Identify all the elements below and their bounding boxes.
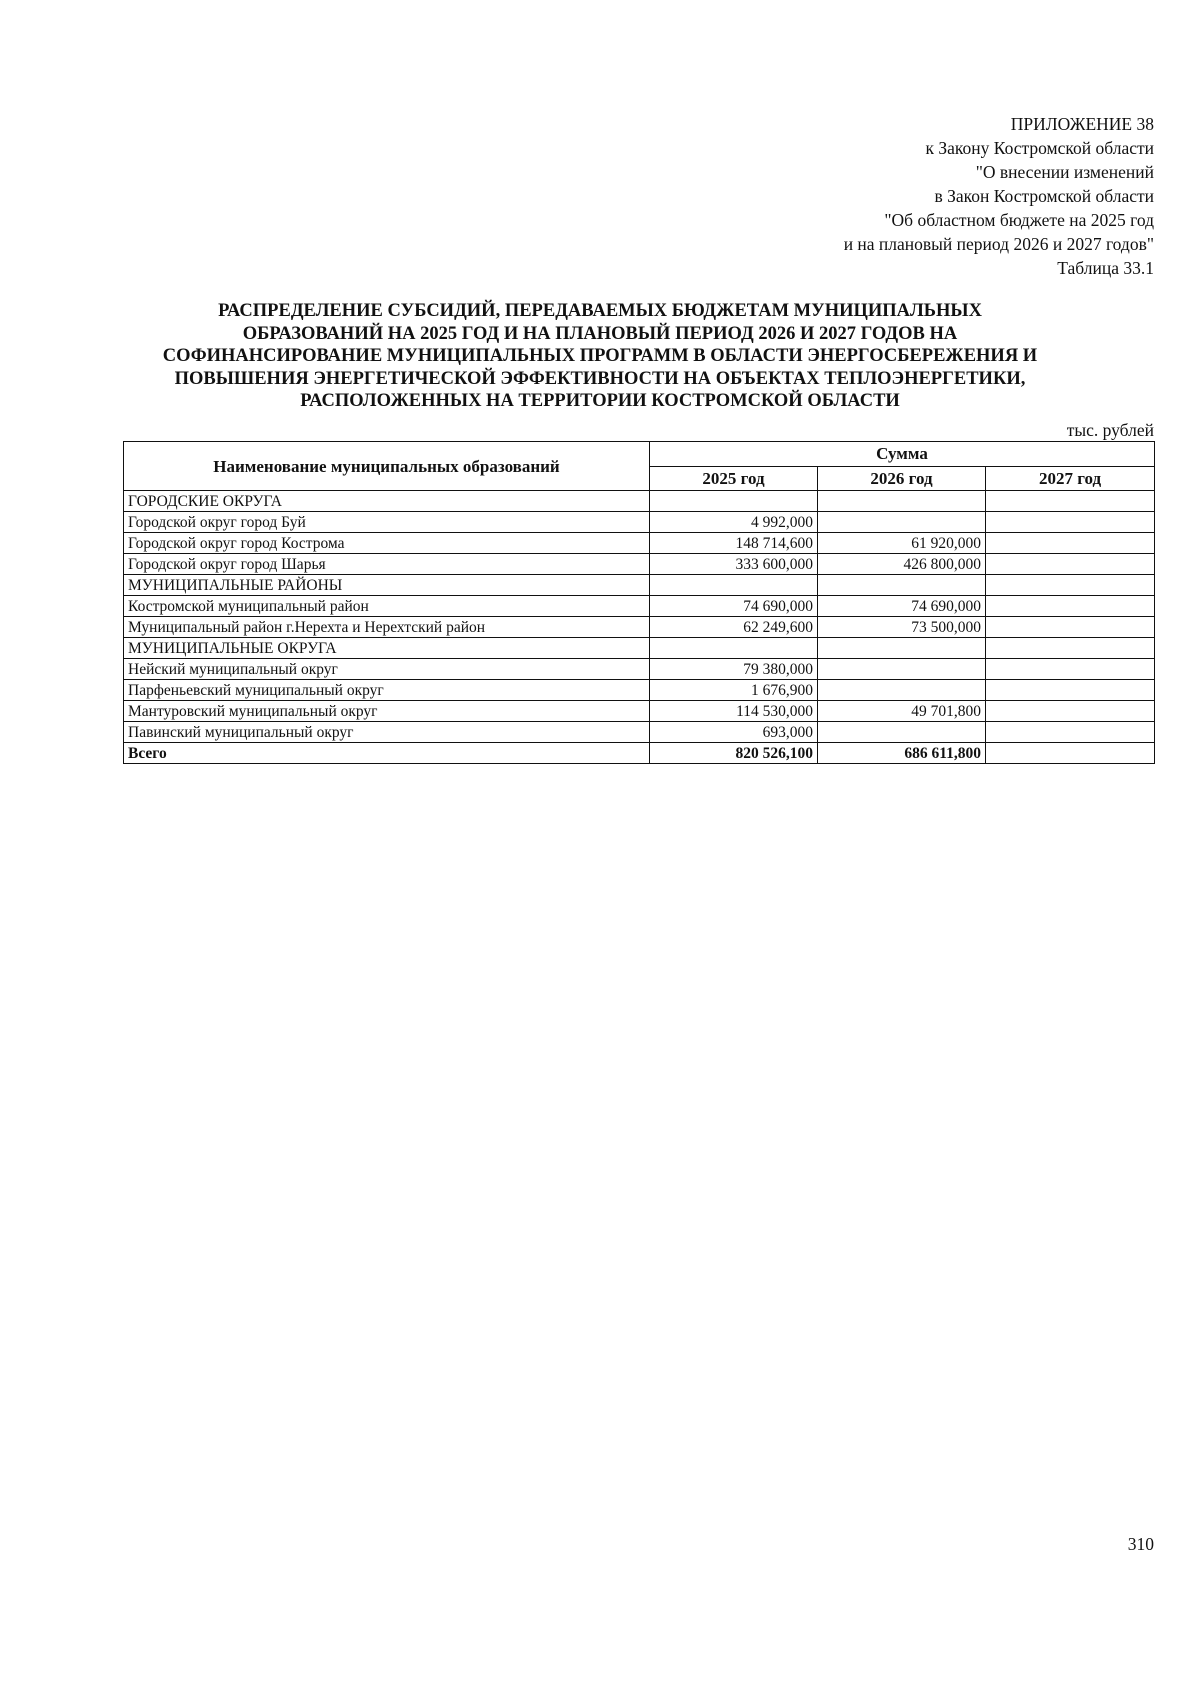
row-name: Нейский муниципальный округ [124, 659, 650, 680]
table-row [124, 575, 1155, 596]
row-value-2025: 333 600,000 [650, 554, 818, 575]
row-value-2027 [986, 512, 1155, 533]
row-value-2026: 49 701,800 [818, 701, 986, 722]
table-row [124, 533, 1155, 554]
row-value-2026 [818, 512, 986, 533]
row-value-2025 [650, 491, 818, 512]
row-name: Костромской муниципальный район [124, 596, 650, 617]
title-line: РАСПРЕДЕЛЕНИЕ СУБСИДИЙ, ПЕРЕДАВАЕМЫХ БЮДЖЕТАМ МУНИЦИПАЛЬНЫХ [218, 301, 982, 321]
table-number: Таблица 33.1 [1057, 258, 1154, 278]
document-title [140, 300, 1060, 413]
page-number: 310 [1127, 1534, 1154, 1554]
row-name: МУНИЦИПАЛЬНЫЕ РАЙОНЫ [124, 575, 650, 596]
title-line: ОБРАЗОВАНИЙ НА 2025 ГОД И НА ПЛАНОВЫЙ ПЕРИОД 2026 И 2027 ГОДОВ НА [242, 323, 958, 344]
row-name: Городской округ город Шарья [124, 554, 650, 575]
total-value-2027 [986, 743, 1155, 764]
table-row [124, 659, 1155, 680]
row-value-2026 [818, 575, 986, 596]
row-name: Павинский муниципальный округ [124, 722, 650, 743]
table-row [124, 722, 1155, 743]
table-row [124, 638, 1155, 659]
appendix-line: "Об областном бюджете на 2025 год [884, 210, 1154, 230]
header-name: Наименование муниципальных образований [124, 442, 650, 491]
appendix-line: и на плановый период 2026 и 2027 годов" [843, 234, 1154, 254]
row-value-2026 [818, 722, 986, 743]
row-name: Городской округ город Кострома [124, 533, 650, 554]
row-value-2026 [818, 680, 986, 701]
table-row [124, 701, 1155, 722]
units-label: тыс. рублей [1066, 420, 1154, 440]
row-value-2027 [986, 722, 1155, 743]
row-value-2026: 73 500,000 [818, 617, 986, 638]
appendix-header [594, 112, 1154, 280]
table-row [124, 617, 1155, 638]
row-name: МУНИЦИПАЛЬНЫЕ ОКРУГА [124, 638, 650, 659]
title-line: РАСПОЛОЖЕННЫХ НА ТЕРРИТОРИИ КОСТРОМСКОЙ ОБЛАСТИ [300, 391, 900, 411]
row-value-2027 [986, 596, 1155, 617]
table-row [124, 491, 1155, 512]
total-value-2025: 820 526,100 [650, 743, 818, 764]
row-value-2027 [986, 659, 1155, 680]
row-value-2025: 74 690,000 [650, 596, 818, 617]
row-value-2027 [986, 680, 1155, 701]
appendix-line: к Закону Костромской области [925, 138, 1154, 158]
header-year-2026: 2026 год [818, 466, 986, 491]
row-name: Парфеньевский муниципальный округ [124, 680, 650, 701]
total-row [124, 743, 1155, 764]
row-value-2026: 74 690,000 [818, 596, 986, 617]
title-line: СОФИНАНСИРОВАНИЕ МУНИЦИПАЛЬНЫХ ПРОГРАММ В ОБЛАСТИ ЭНЕРГОСБЕРЕЖЕНИЯ И [162, 346, 1038, 366]
row-name: Городской округ город Буй [124, 512, 650, 533]
total-label: Всего [124, 743, 650, 764]
total-value-2026: 686 611,800 [818, 743, 986, 764]
row-value-2025: 1 676,900 [650, 680, 818, 701]
row-name: ГОРОДСКИЕ ОКРУГА [124, 491, 650, 512]
header-year-2025: 2025 год [650, 466, 818, 491]
row-value-2027 [986, 554, 1155, 575]
row-value-2025 [650, 575, 818, 596]
row-value-2026 [818, 491, 986, 512]
row-value-2025: 79 380,000 [650, 659, 818, 680]
table-row [124, 554, 1155, 575]
row-value-2025: 148 714,600 [650, 533, 818, 554]
row-value-2027 [986, 638, 1155, 659]
row-value-2027 [986, 701, 1155, 722]
row-value-2026 [818, 638, 986, 659]
header-year-2027: 2027 год [986, 466, 1155, 491]
table-row [124, 680, 1155, 701]
title-line: ПОВЫШЕНИЯ ЭНЕРГЕТИЧЕСКОЙ ЭФФЕКТИВНОСТИ НА ОБЪЕКТАХ ТЕПЛОЭНЕРГЕТИКИ, [174, 368, 1026, 389]
appendix-line: "О внесении изменений [975, 162, 1154, 182]
row-value-2026: 61 920,000 [818, 533, 986, 554]
row-value-2025: 4 992,000 [650, 512, 818, 533]
table-row [124, 596, 1155, 617]
row-value-2026: 426 800,000 [818, 554, 986, 575]
subsidy-table [123, 441, 1155, 764]
appendix-line: в Закон Костромской области [934, 186, 1154, 206]
row-value-2027 [986, 617, 1155, 638]
row-value-2025: 114 530,000 [650, 701, 818, 722]
table-row [124, 512, 1155, 533]
appendix-number: ПРИЛОЖЕНИЕ 38 [1010, 114, 1154, 134]
row-value-2027 [986, 575, 1155, 596]
row-name: Муниципальный район г.Нерехта и Нерехтский район [124, 617, 650, 638]
row-value-2027 [986, 491, 1155, 512]
row-value-2027 [986, 533, 1155, 554]
row-value-2025: 62 249,600 [650, 617, 818, 638]
row-value-2025 [650, 638, 818, 659]
header-sum: Сумма [650, 442, 1155, 467]
row-name: Мантуровский муниципальный округ [124, 701, 650, 722]
row-value-2026 [818, 659, 986, 680]
row-value-2025: 693,000 [650, 722, 818, 743]
